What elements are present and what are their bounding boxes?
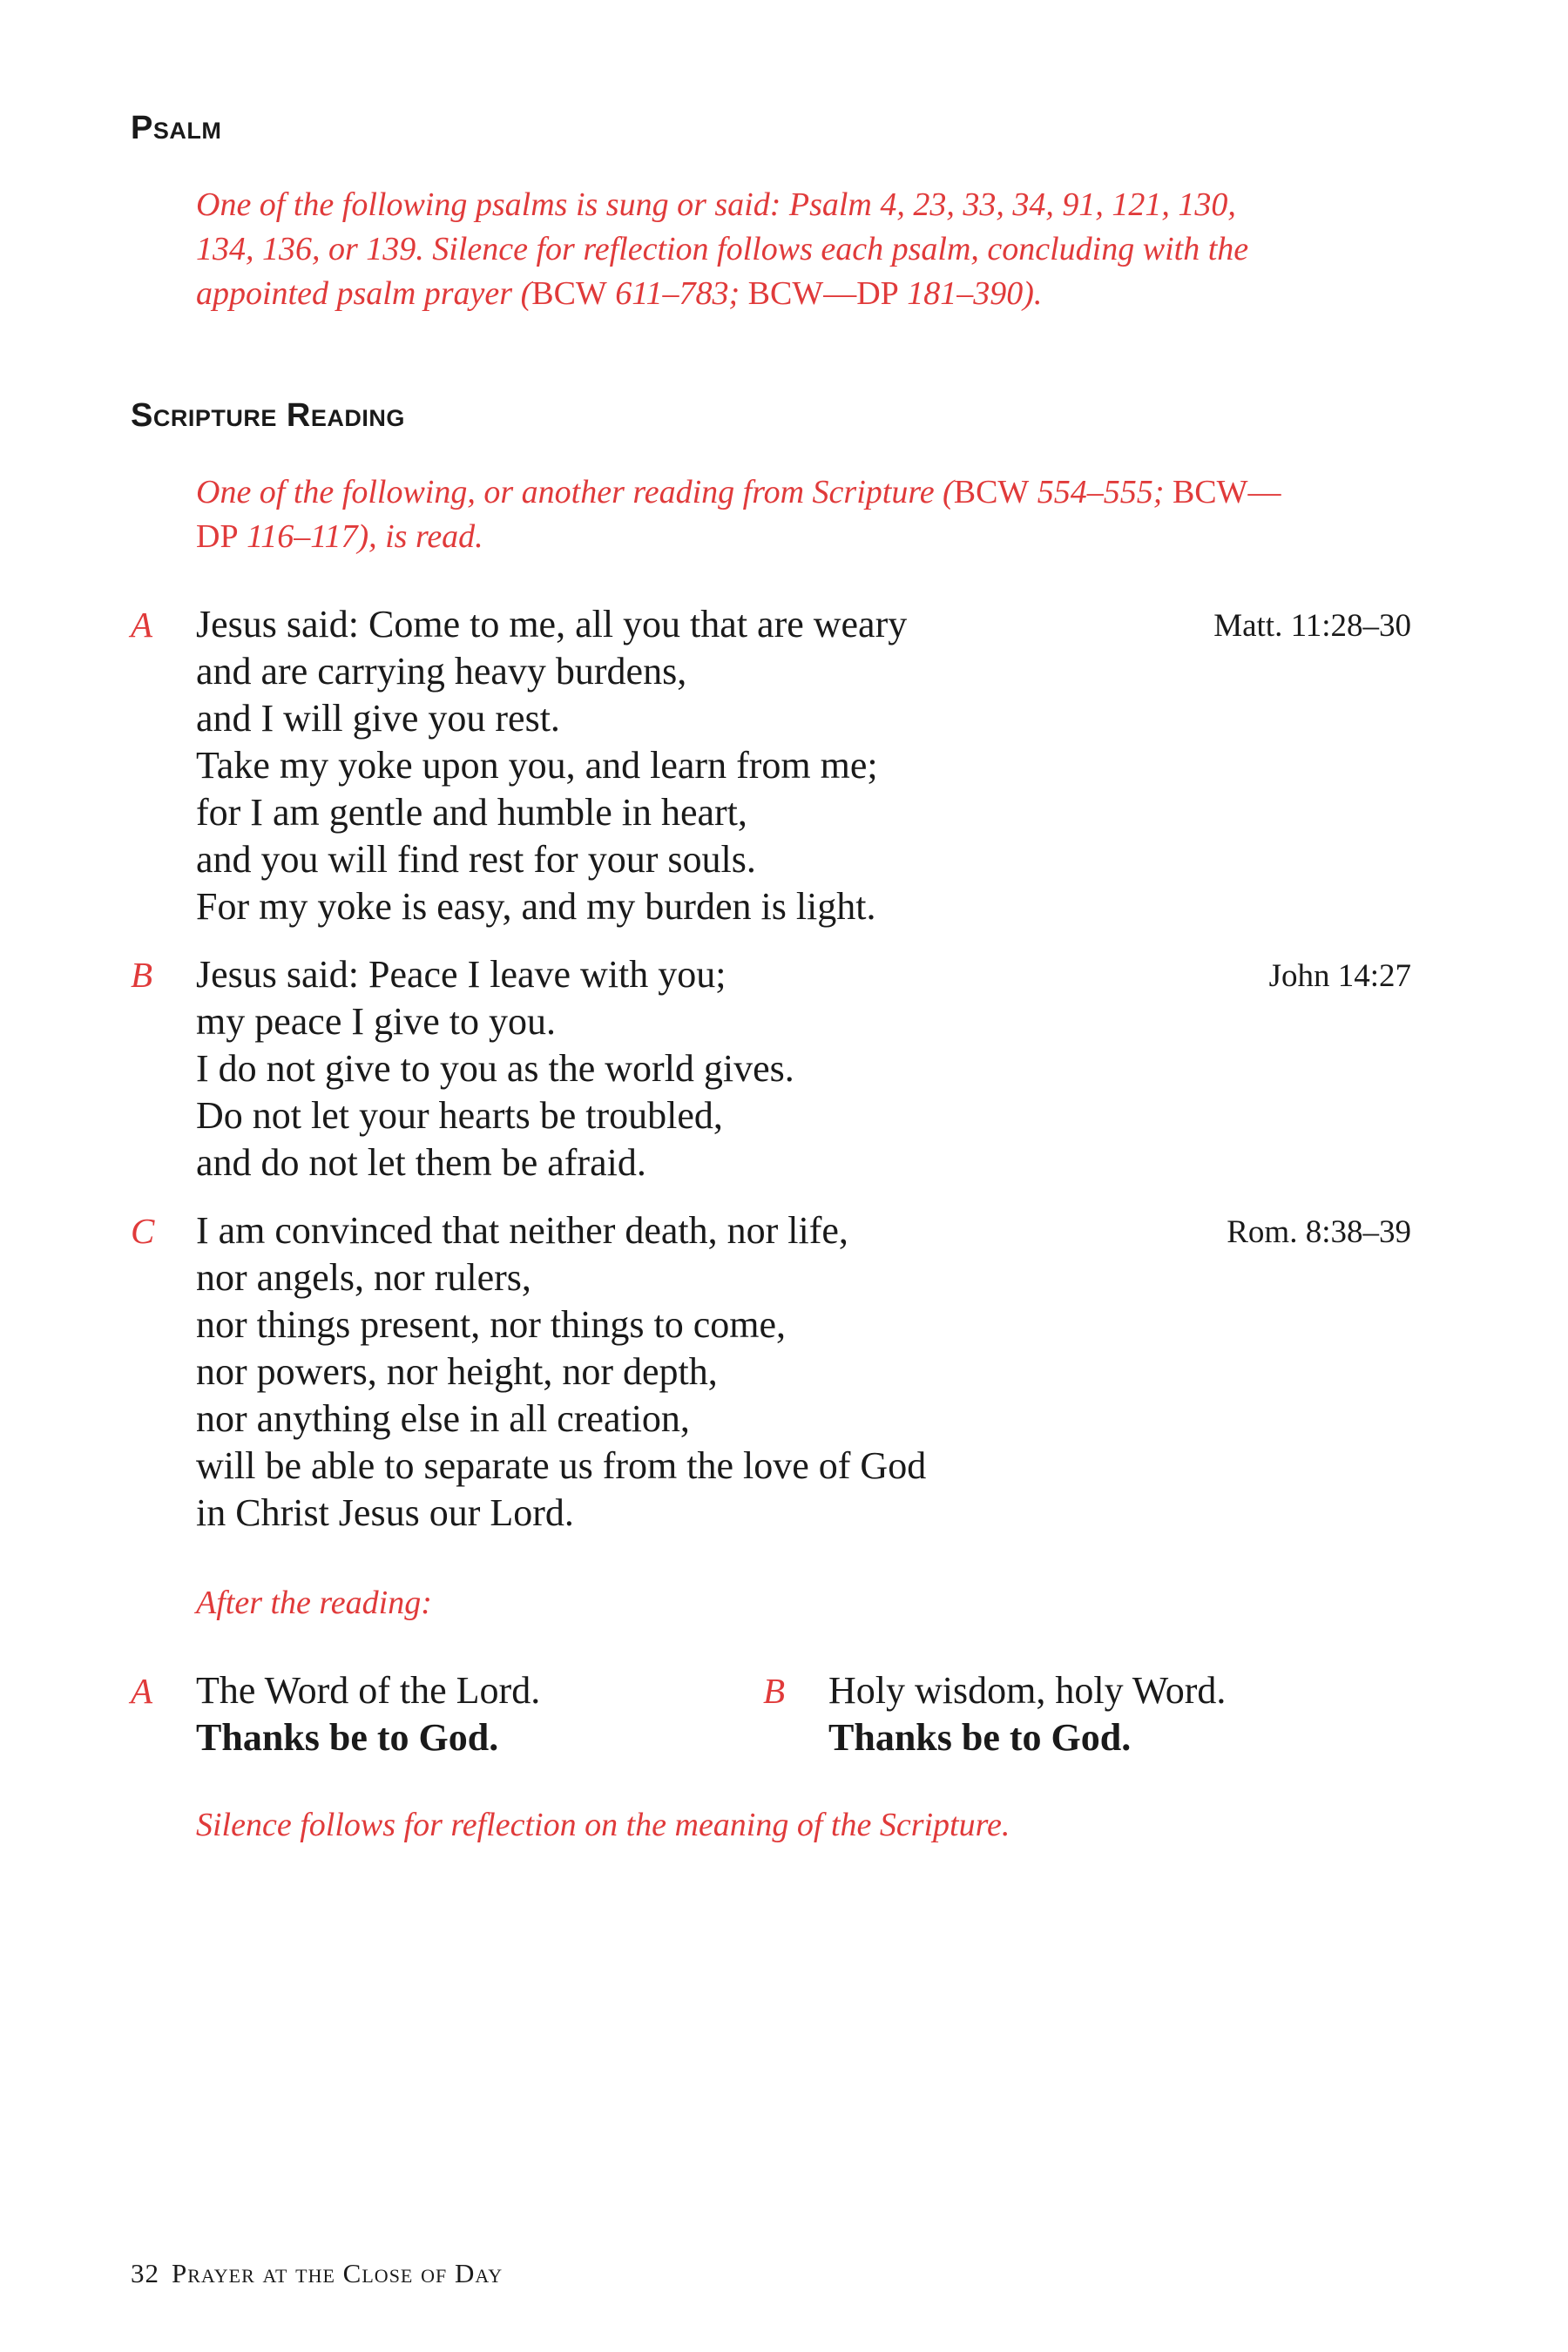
reading-line: I am convinced that neither death, nor life, (196, 1209, 848, 1252)
reading-line: for I am gentle and humble in heart, (196, 791, 747, 834)
reading-text (196, 951, 794, 1186)
response-letter: B (763, 1671, 786, 1711)
reading-letter: A (131, 605, 153, 645)
rubric-line: One of the following, or another reading from Scripture (BCW 554–555; BCW— (196, 474, 1281, 510)
rubric-line: 134, 136, or 139. Silence for reflection follows each psalm, concluding with the (196, 231, 1249, 267)
scripture-reference: Matt. 11:28–30 (1213, 608, 1411, 644)
scripture-heading: Scripture Reading (131, 397, 405, 434)
reading-line: nor angels, nor rulers, (196, 1256, 531, 1299)
reading-line: and are carrying heavy burdens, (196, 650, 687, 693)
reading-line: Take my yoke upon you, and learn from me; (196, 744, 878, 787)
after-reading-rubric: After the reading: (196, 1585, 432, 1621)
reading-line: and you will find rest for your souls. (196, 838, 756, 881)
psalm-heading: Psalm (131, 110, 222, 146)
reading-line: my peace I give to you. (196, 1000, 556, 1043)
reading-letter: B (131, 955, 153, 995)
running-title: Prayer at the Close of Day (172, 2258, 504, 2288)
leader-line: The Word of the Lord. (196, 1669, 541, 1712)
page-footer (131, 2258, 503, 2289)
reading-line: I do not give to you as the world gives. (196, 1047, 794, 1090)
scripture-rubric (196, 470, 1416, 559)
scripture-reference: Rom. 8:38–39 (1227, 1214, 1411, 1250)
reading-line: and do not let them be afraid. (196, 1141, 646, 1184)
reading-line: For my yoke is easy, and my burden is light. (196, 885, 876, 928)
response-text (828, 1667, 1226, 1761)
reading-line: nor powers, nor height, nor depth, (196, 1350, 718, 1393)
reading-letter: C (131, 1211, 155, 1251)
reading-line: Jesus said: Peace I leave with you; (196, 953, 727, 996)
response-text (196, 1667, 540, 1761)
reading-text (196, 601, 907, 930)
psalm-rubric (196, 183, 1416, 316)
reading-text (196, 1207, 926, 1537)
rubric-line: appointed psalm prayer (BCW 611–783; BCW—DP 181–390). (196, 275, 1043, 312)
rubric-line: One of the following psalms is sung or said: Psalm 4, 23, 33, 34, 91, 121, 130, (196, 186, 1236, 223)
reading-line: will be able to separate us from the love of God (196, 1444, 927, 1487)
reading-line: in Christ Jesus our Lord. (196, 1491, 574, 1534)
people-line: Thanks be to God. (828, 1716, 1132, 1759)
reading-line: Do not let your hearts be troubled, (196, 1094, 723, 1137)
reading-line: nor anything else in all creation, (196, 1397, 690, 1440)
reading-line: nor things present, nor things to come, (196, 1303, 787, 1346)
page-number: 32 (131, 2258, 159, 2288)
reading-line: and I will give you rest. (196, 697, 560, 740)
closing-rubric: Silence follows for reflection on the meaning of the Scripture. (196, 1807, 1010, 1843)
response-letter: A (131, 1671, 153, 1711)
people-line: Thanks be to God. (196, 1716, 499, 1759)
leader-line: Holy wisdom, holy Word. (828, 1669, 1227, 1712)
scripture-reference: John 14:27 (1268, 958, 1411, 994)
reading-line: Jesus said: Come to me, all you that are weary (196, 603, 908, 645)
rubric-line: DP 116–117), is read. (196, 518, 483, 555)
